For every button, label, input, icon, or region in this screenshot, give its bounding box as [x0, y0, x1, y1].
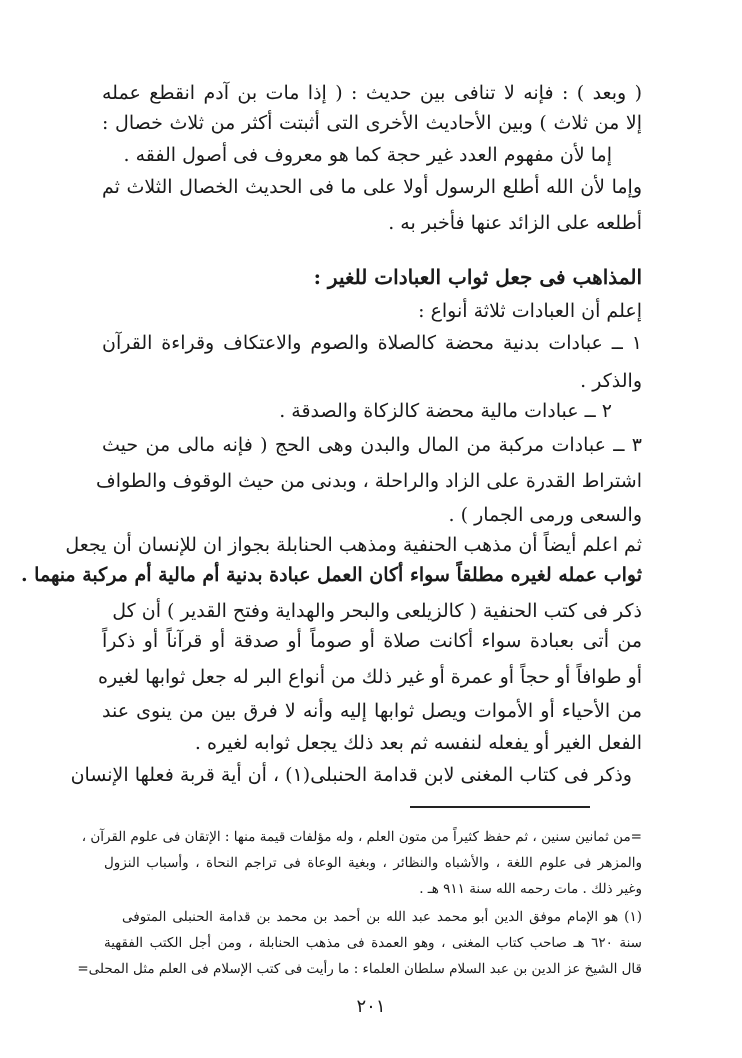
body-line: والسعى ورمى الجمار ) . — [448, 504, 642, 526]
footnote-line: وغير ذلك . مات رحمه الله سنة ٩١١ هـ . — [419, 881, 642, 897]
body-line: إما لأن مفهوم العدد غير حجة كما هو معروف فى أصول الفقه . — [123, 144, 612, 166]
body-line: اشتراط القدرة على الزاد والراحلة ، وبدنى من حيث الوقوف والطواف — [96, 470, 642, 492]
body-line: من أتى بعبادة سواء أكانت صلاة أو صوماً أو صدقة أو قرآناً أو ذكراً — [102, 630, 642, 652]
page-number: ٢٠١ — [356, 996, 386, 1017]
body-line: والذكر . — [580, 370, 642, 392]
body-line: أو طوافاً أو حجاً أو عمرة أو غير ذلك من أنواع البر له جعل ثوابها لغيره — [97, 666, 642, 688]
body-line: ( وبعد ) : فإنه لا تنافى بين حديث : ( إذا مات بن آدم انقطع عمله — [102, 82, 642, 104]
body-line: الفعل الغير أو يفعله لنفسه ثم بعد ذلك يجعل ثوابه لغيره . — [194, 732, 642, 754]
body-line: ١ ــ عبادات بدنية محضة كالصلاة والصوم والاعتكاف وقراءة القرآن — [102, 332, 642, 354]
body-line: ٣ ــ عبادات مركبة من المال والبدن وهى الحج ( فإنه مالى من حيث — [102, 434, 642, 456]
footnote-line: (١) هو الإمام موفق الدين أبو محمد عبد الله بن أحمد بن محمد بن قدامة الحنبلى المتوفى — [122, 909, 642, 925]
footnote-line: =من ثمانين سنين ، ثم حفظ كثيراً من متون العلم ، وله مؤلفات قيمة منها : الإتقان فى علوم القرآن ، — [81, 829, 642, 845]
body-line: ذكر فى كتب الحنفية ( كالزيلعى والبحر والهداية وفتح القدير ) أن كل — [112, 600, 642, 622]
body-line: ثم اعلم أيضاً أن مذهب الحنفية ومذهب الحنابلة بجواز ان للإنسان أن يجعل — [65, 534, 642, 556]
body-line: ٢ ــ عبادات مالية محضة كالزكاة والصدقة . — [279, 400, 612, 422]
footnote-line: سنة ٦٢٠ هـ صاحب كتاب المغنى ، وهو العمدة فى مذهب الحنابلة ، ومن أجل الكتب الفقهية — [104, 935, 642, 951]
body-line: ثواب عمله لغيره مطلقاً سواء أكان العمل عبادة بدنية أم مالية أم مركبة منهما . — [20, 564, 642, 586]
body-line: أطلعه على الزائد عنها فأخبر به . — [388, 212, 642, 234]
footnote-line: والمزهر فى علوم اللغة ، والأشباه والنظائر ، وبغية الوعاة فى تراجم النحاة ، وأسباب النزول — [104, 855, 642, 871]
body-line: وإما لأن الله أطلع الرسول أولا على ما فى الحديث الخصال الثلاث ثم — [102, 176, 642, 198]
body-line: وذكر فى كتاب المغنى لابن قدامة الحنبلى(١) ، أن أية قربة فعلها الإنسان — [70, 764, 632, 786]
footnote-line: قال الشيخ عز الدين بن عبد السلام سلطان العلماء : ما رأيت فى كتب الإسلام فى العلم مثل المحلى= — [77, 961, 642, 977]
footnote-divider — [410, 806, 590, 808]
body-line: إلا من ثلاث ) وبين الأحاديث الأخرى التى أثبتت أكثر من ثلاث خصال : — [102, 112, 642, 134]
body-line: من الأحياء أو الأموات ويصل ثوابها إليه وأنه لا فرق بين من ينوى عند — [102, 700, 642, 722]
section-heading: المذاهب فى جعل ثواب العبادات للغير : — [313, 265, 642, 289]
body-line: إعلم أن العبادات ثلاثة أنواع : — [418, 300, 642, 322]
